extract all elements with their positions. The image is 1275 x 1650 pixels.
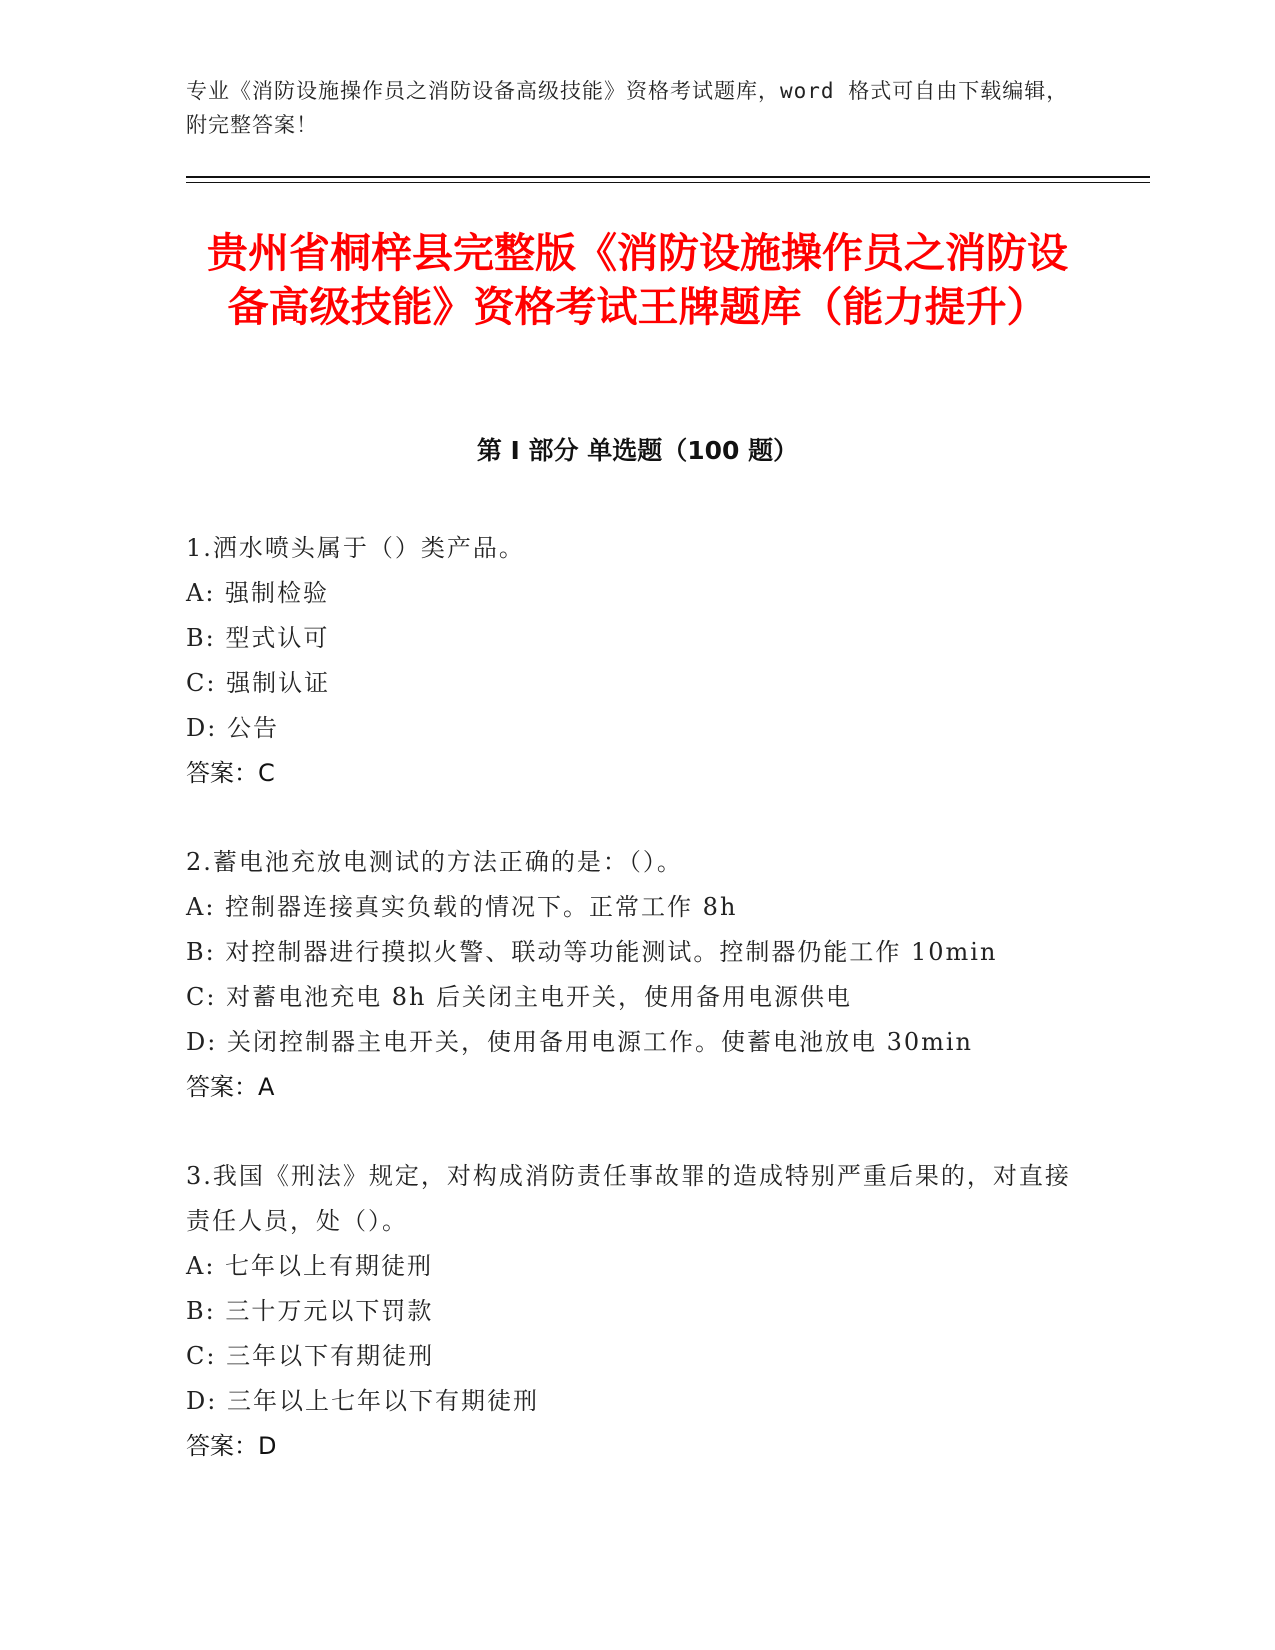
option-c: C: 强制认证: [186, 669, 331, 697]
question-2: [186, 840, 1086, 1110]
option-c: C: 三年以下有期徒刑: [186, 1342, 435, 1370]
question-list: [186, 526, 1086, 1513]
option-d: D: 关闭控制器主电开关，使用备用电源工作。使蓄电池放电 30min: [186, 1028, 974, 1056]
question-stem: 3.我国《刑法》规定，对构成消防责任事故罪的造成特别严重后果的，对直接责任人员，处（）。: [186, 1162, 1071, 1235]
option-a: A: 七年以上有期徒刑: [186, 1252, 434, 1280]
question-stem: 1.洒水喷头属于（）类产品。: [186, 534, 525, 562]
header-note: 专业《消防设施操作员之消防设备高级技能》资格考试题库，word 格式可自由下载编辑，附完整答案！: [186, 79, 1069, 137]
answer: 答案：A: [186, 1073, 275, 1101]
header-rule-thick: [186, 176, 1150, 178]
option-c: C: 对蓄电池充电 8h 后关闭主电开关，使用备用电源供电: [186, 983, 853, 1011]
option-b: B: 三十万元以下罚款: [186, 1297, 434, 1325]
option-d: D: 三年以上七年以下有期徒刑: [186, 1387, 539, 1415]
question-3: [186, 1154, 1086, 1469]
option-b: B: 对控制器进行摸拟火警、联动等功能测试。控制器仍能工作 10min: [186, 938, 998, 966]
option-a: A: 强制检验: [186, 579, 330, 607]
question-stem: 2.蓄电池充放电测试的方法正确的是：（）。: [186, 848, 683, 876]
option-d: D: 公告: [186, 714, 279, 742]
option-b: B: 型式认可: [186, 624, 330, 652]
answer: 答案：D: [186, 1432, 277, 1460]
question-1: [186, 526, 1086, 796]
answer: 答案：C: [186, 759, 275, 787]
document-title: 贵州省桐梓县完整版《消防设施操作员之消防设备高级技能》资格考试王牌题库（能力提升）: [207, 229, 1068, 331]
header-rule-thin: [186, 182, 1150, 183]
option-a: A: 控制器连接真实负载的情况下。正常工作 8h: [186, 893, 738, 921]
section-title: 第 I 部分 单选题（100 题）: [476, 436, 799, 465]
